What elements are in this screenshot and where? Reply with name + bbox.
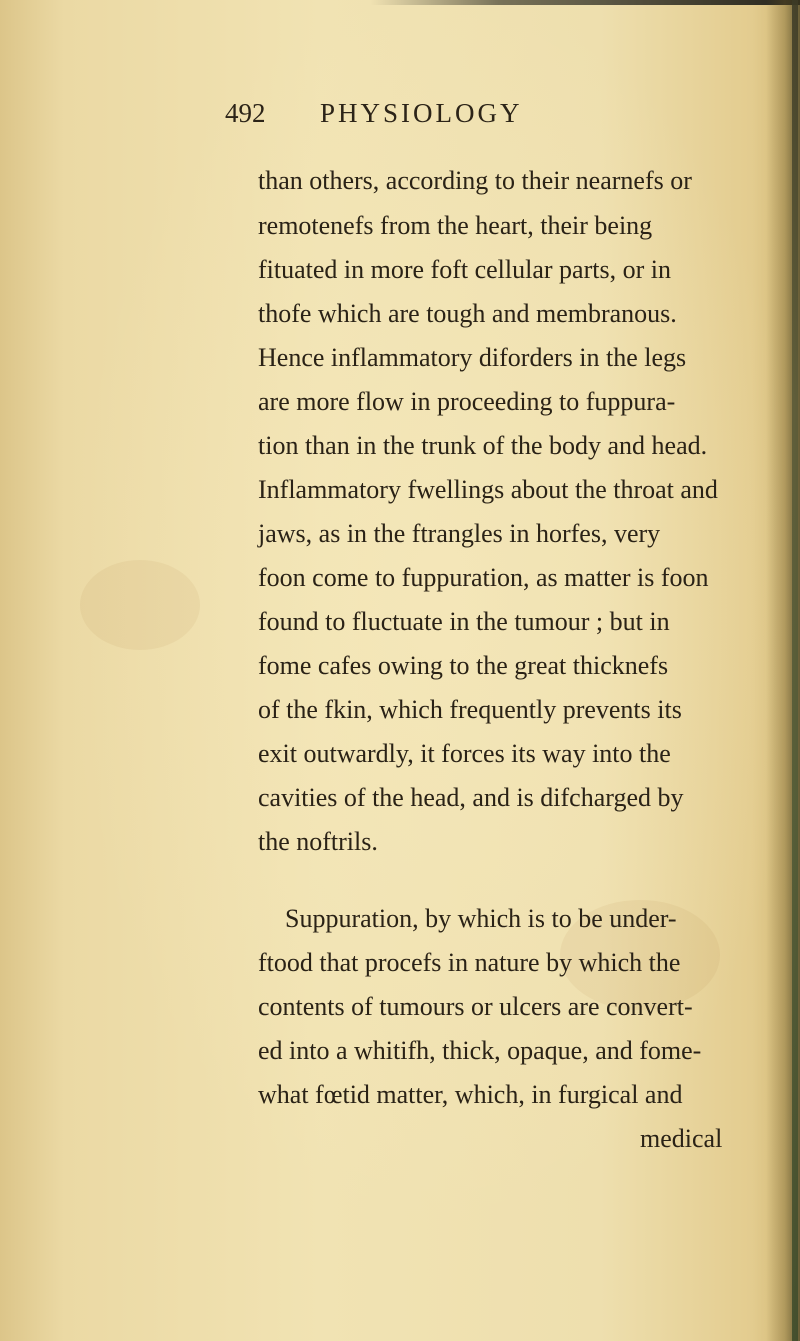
text-line: the noftrils. bbox=[258, 827, 378, 856]
text-line: than others, according to their nearnefs or bbox=[258, 166, 692, 195]
text-line: foon come to fuppuration, as matter is foon bbox=[258, 563, 709, 592]
text-line: Suppuration, by which is to be under- bbox=[285, 904, 677, 933]
text-line: jaws, as in the ftrangles in horfes, very bbox=[258, 519, 661, 548]
text-line: fituated in more foft cellular parts, or in bbox=[258, 255, 671, 284]
text-line: of the fkin, which frequently prevents its bbox=[258, 695, 682, 724]
text-line: contents of tumours or ulcers are convert- bbox=[258, 992, 693, 1021]
text-line: Hence inflammatory diforders in the legs bbox=[258, 343, 687, 372]
text-line: remotenefs from the heart, their being bbox=[258, 211, 653, 240]
text-line: found to fluctuate in the tumour ; but in bbox=[258, 607, 670, 636]
text-line: fome cafes owing to the great thicknefs bbox=[258, 651, 669, 680]
text-line: what fœtid matter, which, in furgical and bbox=[258, 1080, 683, 1109]
catchword: medical bbox=[640, 1124, 723, 1153]
page-number: 492 bbox=[225, 98, 266, 128]
text-line: exit outwardly, it forces its way into the bbox=[258, 739, 671, 768]
text-line: tion than in the trunk of the body and head. bbox=[258, 431, 708, 460]
running-title: PHYSIOLOGY bbox=[320, 98, 523, 128]
text-line: Inflammatory fwellings about the throat and bbox=[258, 475, 718, 504]
text-line: ftood that procefs in nature by which the bbox=[258, 948, 681, 977]
text-line: thofe which are tough and membranous. bbox=[258, 299, 677, 328]
text-line: are more flow in proceeding to fuppura- bbox=[258, 387, 676, 416]
text-line: ed into a whitifh, thick, opaque, and fome- bbox=[258, 1036, 702, 1065]
text-line: cavities of the head, and is difcharged by bbox=[258, 783, 684, 812]
